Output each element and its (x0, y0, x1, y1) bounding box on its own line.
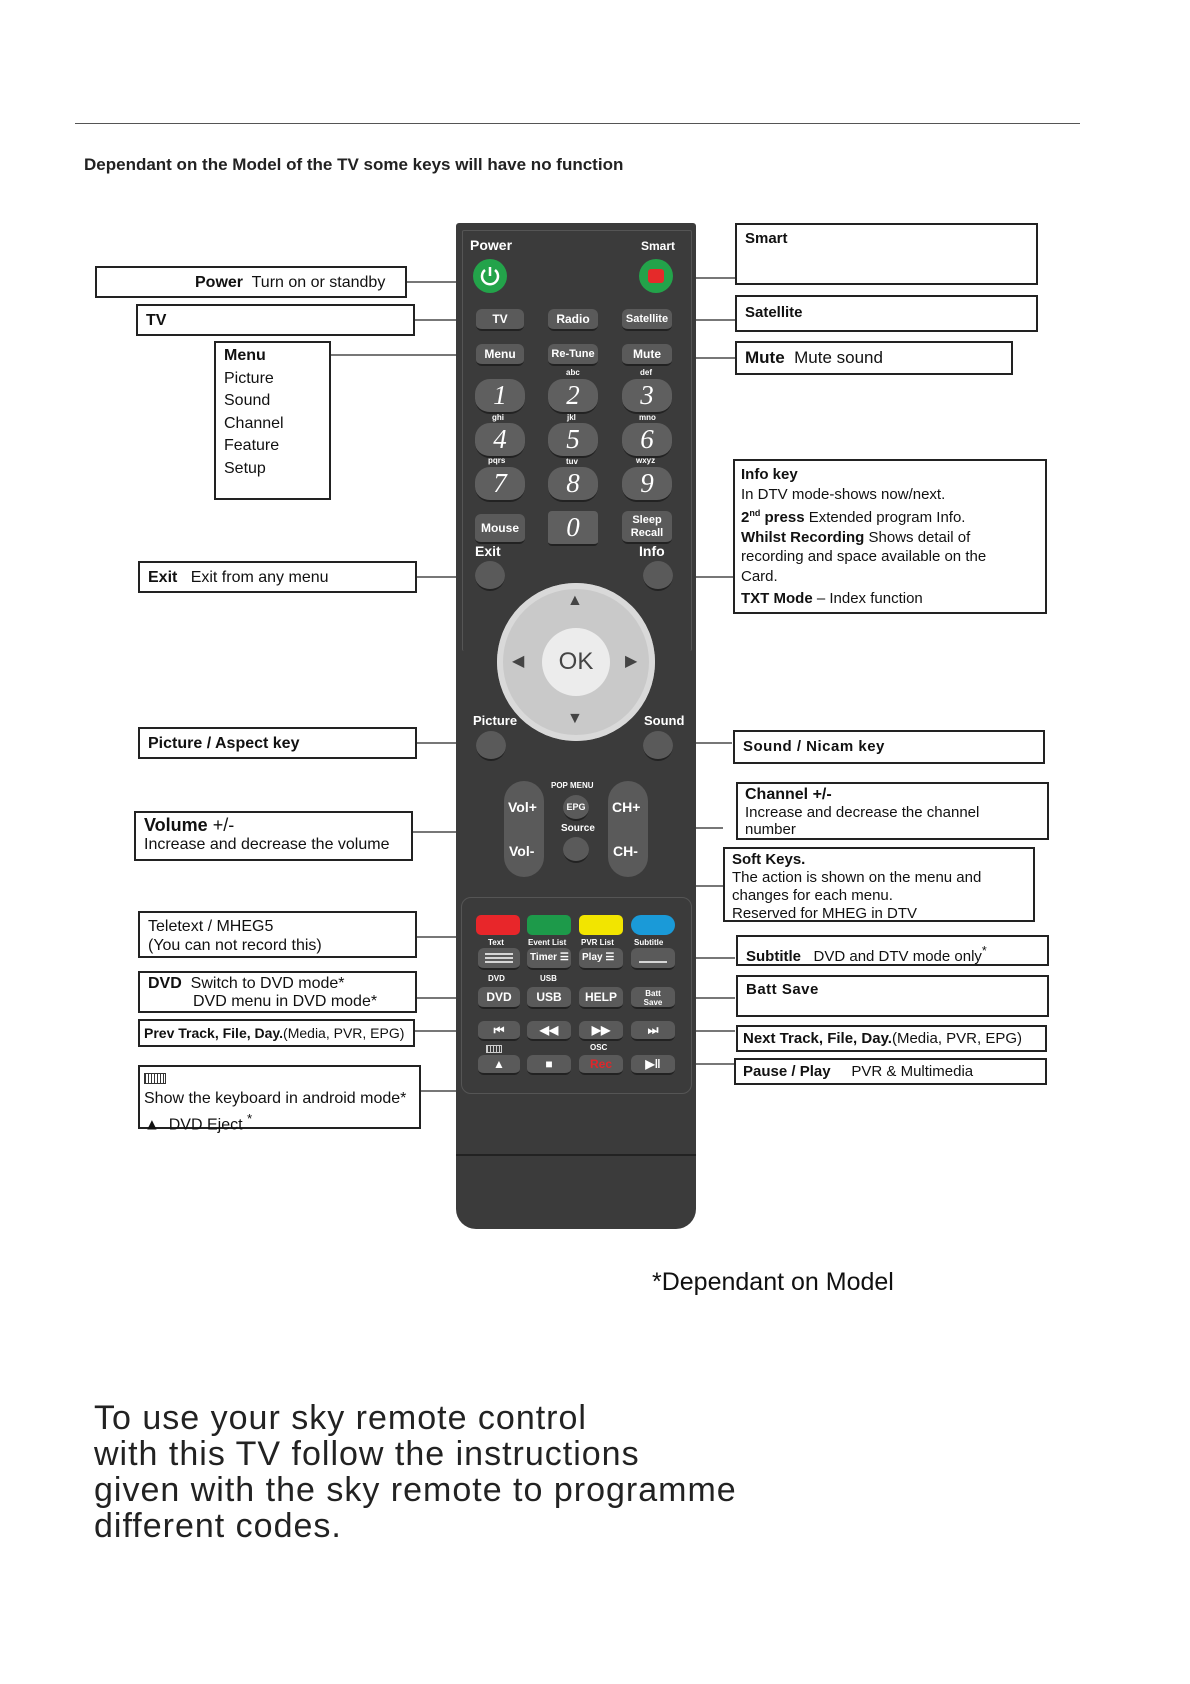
picture-label-box: Picture / Aspect key (138, 727, 417, 759)
digit-2-button[interactable]: 2 (548, 379, 598, 414)
channel-label-box: Channel +/- Increase and decrease the channel number (736, 782, 1049, 840)
tv-label-box: TV (136, 304, 415, 336)
sleep-recall-button[interactable]: Sleep Recall (622, 511, 672, 544)
usb-top-label: USB (540, 974, 557, 983)
sky-remote-instructions: To use your sky remote control with this TV follow the instructions given with the sky remote to programme different codes. (94, 1399, 737, 1545)
play-pause-icon: ▶‖ (645, 1057, 661, 1071)
key-7-letters: pqrs (488, 456, 506, 465)
rewind-icon: ◀◀ (539, 1023, 559, 1037)
menu-item: Picture (224, 369, 274, 387)
sound-button[interactable] (643, 731, 673, 761)
next-track-label-box: Next Track, File, Day.(Media, PVR, EPG) (736, 1025, 1047, 1052)
remote-picture-label: Picture (473, 713, 518, 728)
remote-sound-label: Sound (644, 713, 685, 728)
exit-button[interactable] (475, 561, 505, 591)
eject-icon: ▲ (493, 1057, 505, 1071)
tv-button[interactable]: TV (476, 309, 524, 331)
remote-power-label: Power (470, 237, 513, 253)
dvd-top-label: DVD (488, 974, 505, 983)
top-rule (75, 123, 1080, 124)
timer-button[interactable]: Timer ☰ (527, 948, 571, 970)
pause-play-label-box: Pause / Play PVR & Multimedia (734, 1058, 1047, 1085)
key-6-letters: mno (639, 413, 656, 422)
right-arrow-button[interactable]: ▶ (625, 653, 638, 670)
key-3-letters: def (640, 368, 652, 377)
text-button[interactable] (478, 948, 520, 970)
satellite-button[interactable]: Satellite (622, 309, 672, 331)
subtitle-label-box: Subtitle DVD and DTV mode only* (736, 935, 1049, 966)
volume-rocker[interactable] (504, 781, 544, 877)
prev-track-label-box: Prev Track, File, Day.(Media, PVR, EPG) (138, 1019, 415, 1047)
prev-track-button[interactable] (478, 1021, 520, 1041)
mouse-button[interactable]: Mouse (475, 514, 525, 544)
batt-save-label-box: Batt Save (736, 975, 1049, 1017)
keyboard-icon (486, 1045, 502, 1053)
key-5-letters: jkl (567, 413, 576, 422)
digit-0-button[interactable]: 0 (548, 511, 598, 546)
info-button[interactable] (643, 561, 673, 591)
mute-label-box: Mute Mute sound (735, 341, 1013, 375)
pop-menu-label: POP MENU (551, 781, 594, 790)
remote-exit-label: Exit (475, 543, 501, 559)
digit-1-button[interactable]: 1 (475, 379, 525, 414)
up-arrow-button[interactable]: ▲ (567, 592, 583, 609)
eject-button[interactable] (478, 1055, 520, 1075)
eject-icon: ▲ (144, 1116, 160, 1134)
record-button[interactable]: Rec (579, 1055, 623, 1075)
dvd-button[interactable]: DVD (478, 987, 520, 1009)
keyboard-label-box: Show the keyboard in android mode* ▲ DVD Eject * (138, 1065, 421, 1129)
picture-button[interactable] (476, 731, 506, 761)
skip-forward-icon: ⏭ (647, 1023, 659, 1037)
smart-button[interactable] (639, 259, 673, 293)
satellite-label-box: Satellite (735, 295, 1038, 332)
volume-label-box: Volume +/- Increase and decrease the volume (134, 811, 413, 861)
red-button[interactable] (476, 915, 520, 935)
help-button[interactable]: HELP (579, 987, 623, 1009)
channel-rocker[interactable] (608, 781, 648, 877)
power-icon (473, 259, 507, 293)
text-label: Text (488, 938, 504, 947)
menu-label-box: Menu Picture Sound Channel Feature Setup (214, 341, 331, 500)
keyboard-icon (144, 1073, 166, 1084)
list-icon: ☰ (559, 952, 569, 963)
digit-7-button[interactable]: 7 (475, 467, 525, 502)
ch-plus-label[interactable]: CH+ (612, 799, 641, 815)
key-4-letters: ghi (492, 413, 504, 422)
radio-button[interactable]: Radio (548, 309, 598, 331)
retune-button[interactable]: Re-Tune (548, 344, 598, 366)
left-arrow-button[interactable]: ◀ (512, 653, 525, 670)
menu-item: Sound (224, 392, 271, 409)
key-9-letters: wxyz (636, 456, 656, 465)
sound-label-box: Sound / Nicam key (733, 730, 1045, 764)
stop-button[interactable] (527, 1055, 571, 1075)
yellow-button[interactable] (579, 915, 623, 935)
pause-play-button[interactable] (631, 1055, 675, 1075)
footnote: *Dependant on Model (652, 1268, 894, 1296)
source-label: Source (561, 823, 595, 834)
remote-smart-label: Smart (641, 239, 676, 253)
digit-8-button[interactable]: 8 (548, 467, 598, 502)
page-subheading: Dependant on the Model of the TV some keys will have no function (84, 155, 624, 174)
rewind-button[interactable] (527, 1021, 571, 1041)
remote-tail-divider (456, 1154, 696, 1156)
dvd-label-box: DVD Switch to DVD mode* DVD menu in DVD mode* (138, 971, 417, 1013)
event-list-label: Event List (528, 938, 567, 947)
source-button[interactable] (563, 837, 589, 863)
info-label-box: Info key In DTV mode-shows now/next. 2nd press Extended program Info. Whilst Recording Shows detail of recording and space available on the Card. TXT Mode – Index function (733, 459, 1047, 614)
down-arrow-button[interactable]: ▼ (567, 710, 583, 727)
power-label-box: Power Turn on or standby (95, 266, 407, 298)
menu-item: Channel (224, 414, 284, 432)
digit-5-button[interactable]: 5 (548, 423, 598, 458)
green-button[interactable] (527, 915, 571, 935)
osc-label: OSC (590, 1043, 608, 1052)
subtitle-label: Subtitle (634, 938, 664, 947)
ch-minus-label[interactable]: CH- (613, 843, 638, 859)
usb-button[interactable]: USB (527, 987, 571, 1009)
subtitle-button[interactable] (631, 948, 675, 970)
next-track-button[interactable] (631, 1021, 675, 1041)
digit-9-button[interactable]: 9 (622, 467, 672, 502)
key-2-letters: abc (566, 368, 580, 377)
pvr-list-label: PVR List (581, 938, 614, 947)
softkeys-label-box: Soft Keys. The action is shown on the menu and changes for each menu. Reserved for MHEG in DTV (723, 847, 1035, 922)
mute-button[interactable]: Mute (622, 344, 672, 366)
digit-3-button[interactable]: 3 (622, 379, 672, 414)
play-list-button[interactable]: Play ☰ (579, 948, 623, 970)
fast-forward-button[interactable] (579, 1021, 623, 1041)
menu-button[interactable]: Menu (476, 344, 524, 366)
smart-icon (648, 269, 664, 283)
fast-forward-icon: ▶▶ (591, 1023, 611, 1037)
exit-label-box: Exit Exit from any menu (138, 561, 417, 593)
digit-6-button[interactable]: 6 (622, 423, 672, 458)
subtitle-icon (632, 948, 674, 968)
teletext-icon (479, 948, 519, 968)
key-8-letters: tuv (566, 457, 578, 466)
epg-button[interactable]: EPG (563, 795, 589, 821)
power-button[interactable] (473, 259, 507, 293)
list-icon: ☰ (605, 952, 615, 963)
teletext-label-box: Teletext / MHEG5 (You can not record this) (138, 911, 417, 958)
smart-label-box: Smart (735, 223, 1038, 285)
batt-save-button[interactable]: Batt Save (631, 987, 675, 1009)
vol-minus-label[interactable]: Vol- (509, 843, 535, 859)
stop-icon: ■ (545, 1057, 553, 1071)
blue-button[interactable] (631, 915, 675, 935)
ok-button[interactable]: OK (542, 628, 610, 696)
menu-item: Feature (224, 437, 280, 454)
menu-item: Setup (224, 459, 266, 477)
remote-info-label: Info (639, 543, 665, 559)
digit-4-button[interactable]: 4 (475, 423, 525, 458)
vol-plus-label[interactable]: Vol+ (508, 799, 537, 815)
skip-back-icon: ⏮ (493, 1023, 505, 1037)
